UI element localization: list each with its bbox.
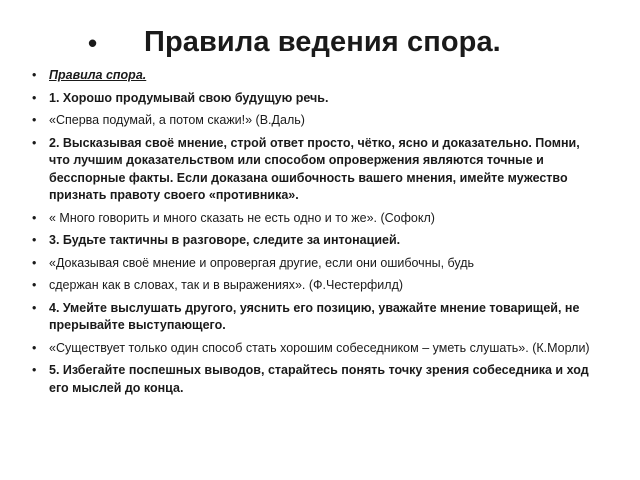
list-heading-text: Правила спора. — [49, 68, 147, 82]
page-title: Правила ведения спора. — [144, 26, 501, 58]
list-item-quote-3a — [32, 255, 602, 273]
list-item-quote-2 — [32, 210, 602, 228]
quote-text: сдержан как в словах, так и в выражениях». (Ф.Честерфилд) — [49, 278, 404, 292]
bullet-dot: • — [32, 340, 37, 355]
quote-text: «Доказывая своё мнение и опровергая другие, если они ошибочны, будь — [49, 255, 475, 270]
title-row — [0, 22, 640, 66]
quote-text: «Сперва подумай, а потом скажи!» (В.Даль) — [49, 113, 305, 127]
bullet-dot: • — [32, 113, 37, 127]
list-item-rule-5 — [32, 362, 602, 397]
bullet-dot: • — [32, 233, 37, 247]
bullet-dot: • — [32, 135, 37, 150]
list-item-quote-1 — [32, 112, 602, 130]
bullet-dot: • — [32, 68, 37, 82]
bullet-dot: • — [32, 90, 37, 105]
bullet-dot: • — [32, 278, 37, 292]
rule-text: 4. Умейте выслушать другого, уяснить его позицию, уважайте мнение товарищей, не прерывайте выступающего. — [49, 300, 580, 332]
bullet-dot: • — [32, 363, 37, 377]
quote-text: « Много говорить и много сказать не есть одно и то же». (Софокл) — [49, 210, 435, 225]
rule-text: 3. Будьте тактичны в разговоре, следите за интонацией. — [49, 233, 401, 247]
rule-text: 1. Хорошо продумывай свою будущую речь. — [49, 90, 329, 105]
quote-text: «Существует только один способ стать хорошим собеседником – уметь слушать». (К.Морли) — [49, 340, 590, 355]
title-bullet: • — [88, 28, 98, 58]
list-item-heading — [32, 67, 602, 85]
list-item-rule-4 — [32, 300, 602, 335]
list-item-quote-3b — [32, 277, 602, 295]
rule-text: 2. Высказывая своё мнение, строй ответ просто, чётко, ясно и доказательно. Помни, что лучшим доказательством или способом опровержения являются точные и бесспорные факты. Если доказана ошибочность вашего мнения, имейте мужество признать правоту своего «противника». — [49, 135, 580, 202]
rules-list — [32, 67, 602, 402]
bullet-dot: • — [32, 255, 37, 270]
bullet-dot: • — [32, 300, 37, 315]
list-item-rule-3 — [32, 232, 602, 250]
list-item-rule-2 — [32, 135, 602, 205]
list-item-quote-4 — [32, 340, 602, 358]
rule-text: 5. Избегайте поспешных выводов, старайтесь понять точку зрения собеседника и ход его мыслей до конца. — [49, 363, 589, 395]
bullet-dot: • — [32, 210, 37, 225]
list-item-rule-1 — [32, 90, 602, 108]
